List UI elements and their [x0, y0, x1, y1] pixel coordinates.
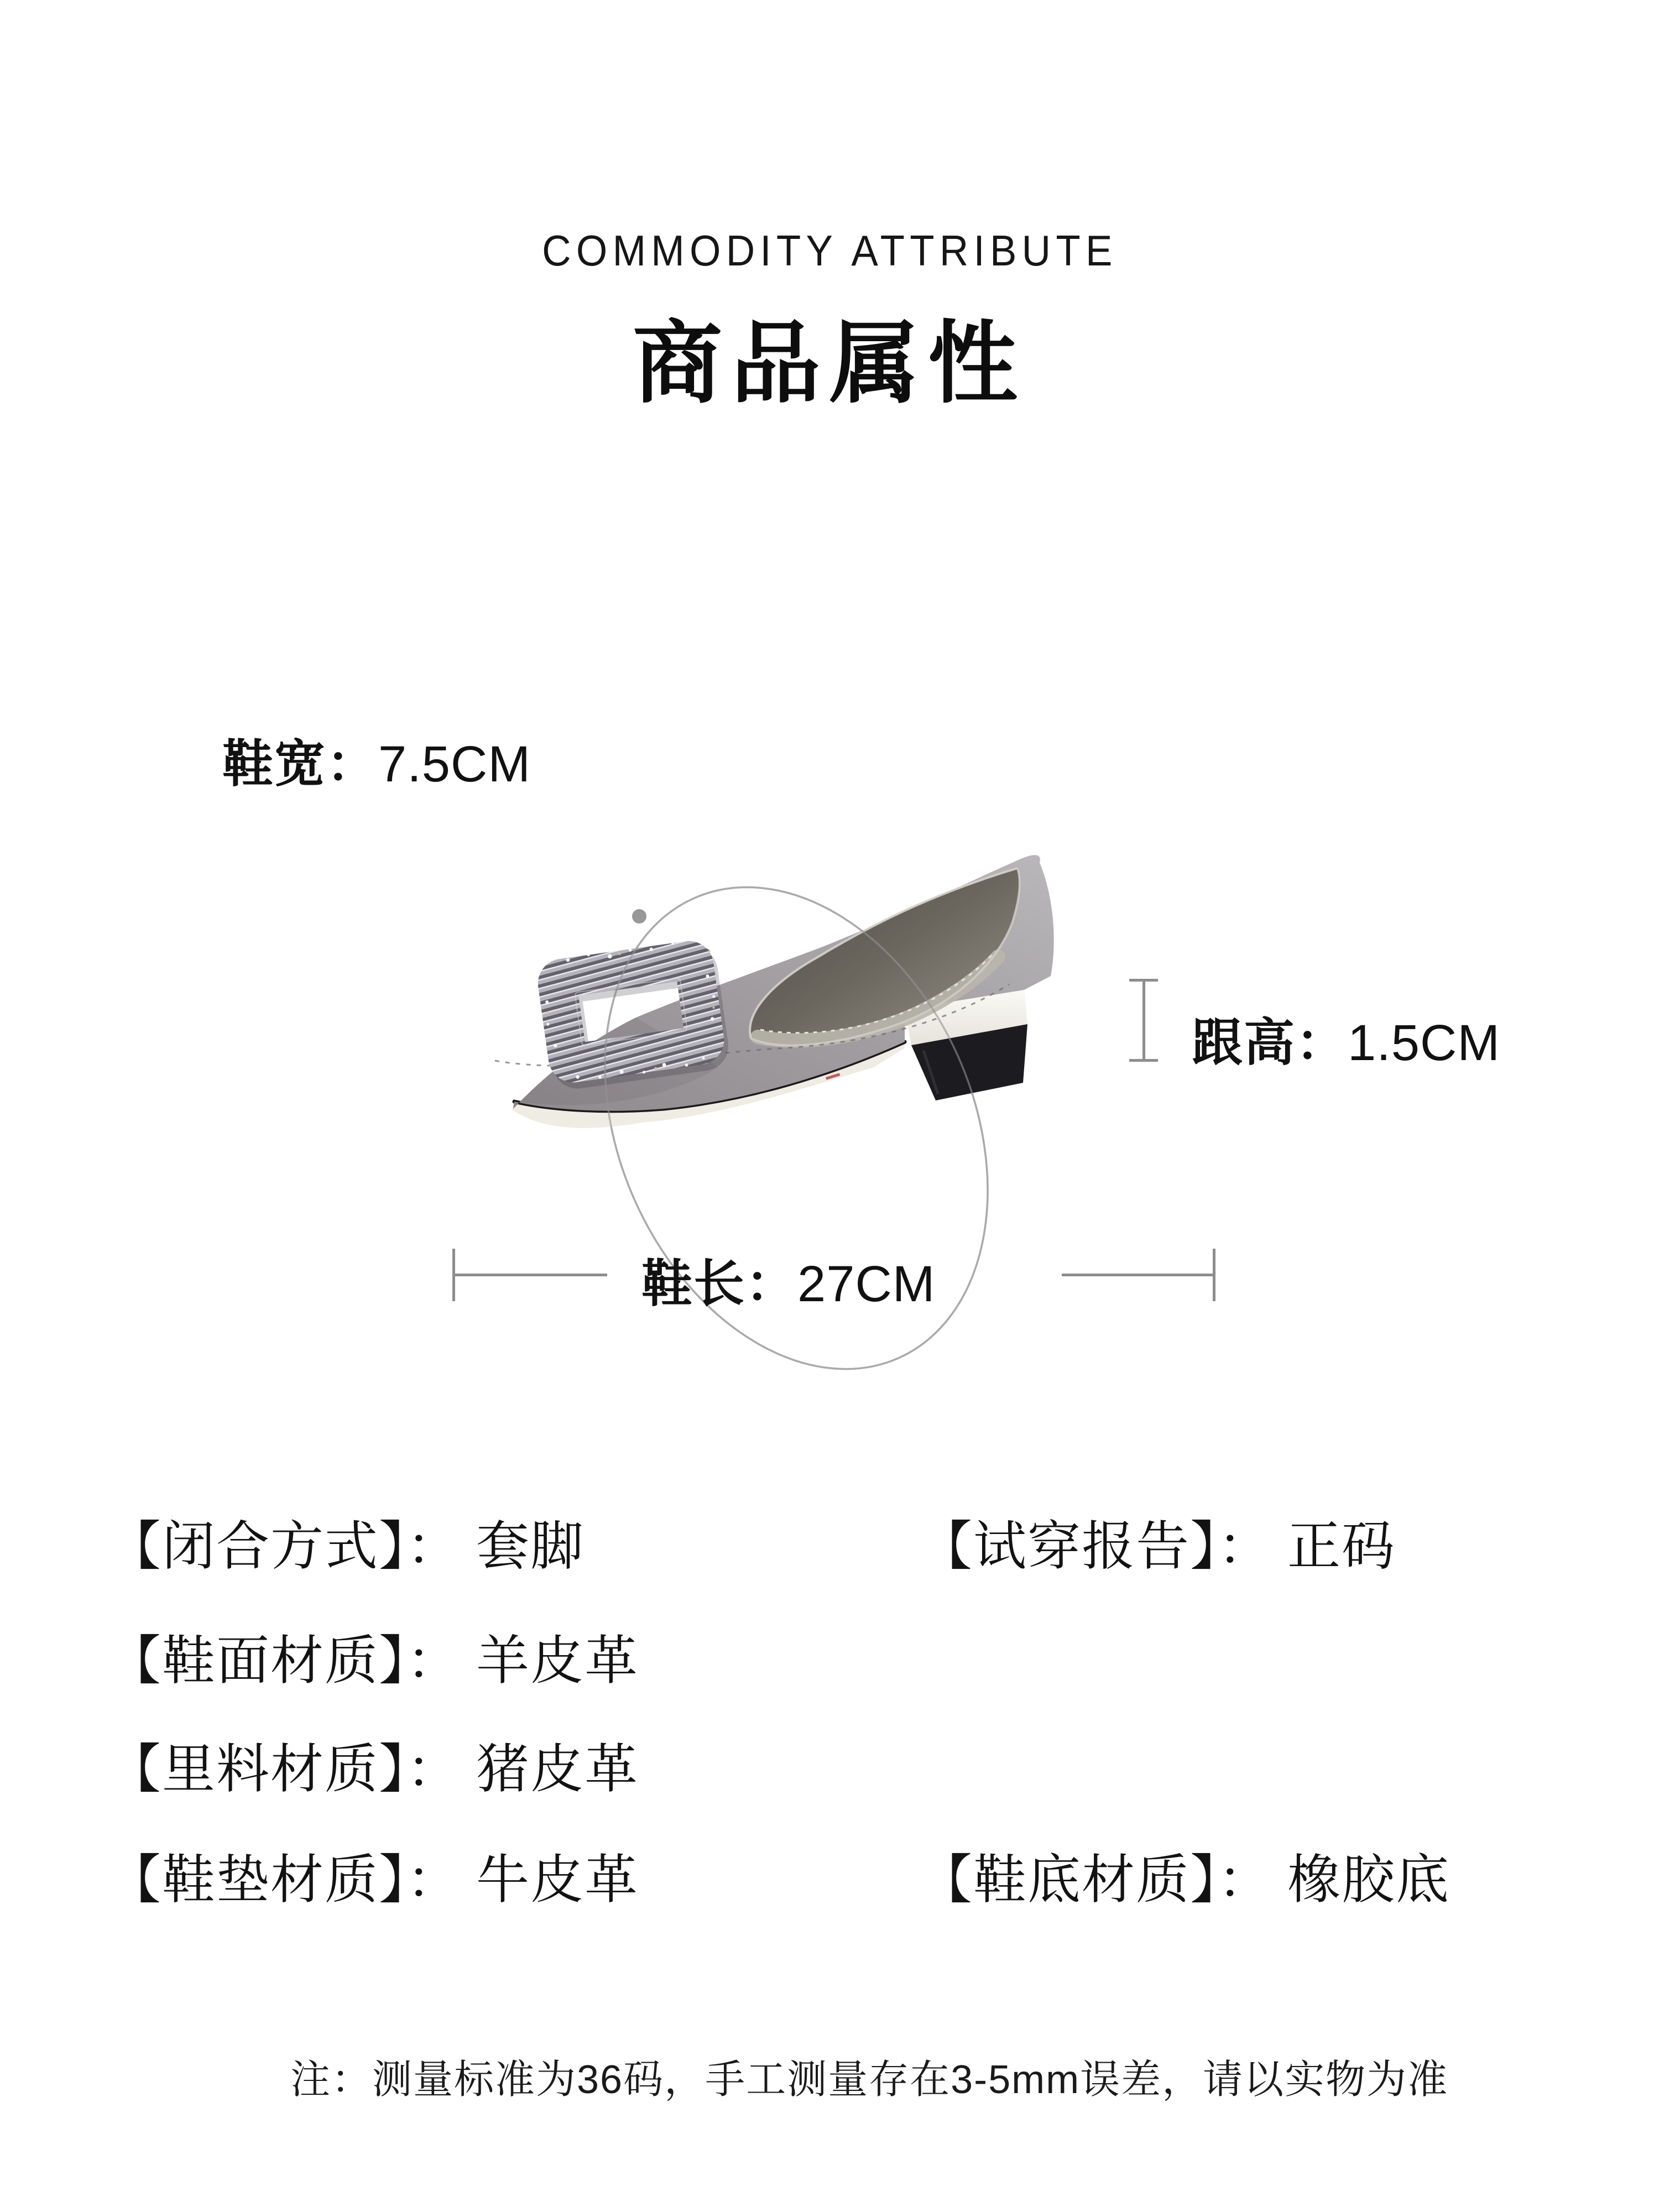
heel-height-measure-cap-bottom	[1129, 1059, 1158, 1062]
attribute-lining-material	[108, 1727, 639, 1803]
shoe-length-tick-right	[1213, 1249, 1215, 1301]
measurement-note: 注：测量标准为36码，手工测量存在3-5mm误差，请以实物为准	[290, 2058, 1449, 2102]
buckle-ridged-band	[557, 959, 706, 1063]
attribute-upper-material	[108, 1619, 639, 1694]
page-title-chinese: 商品属性	[633, 314, 1026, 414]
attribute-value: 牛皮革	[476, 1850, 639, 1910]
heel-height-measure-line	[1142, 980, 1145, 1061]
page-title-english	[0, 226, 1659, 276]
attribute-label: 【鞋底材质】	[919, 1850, 1218, 1910]
attribute-label: 【鞋面材质】	[108, 1631, 406, 1691]
shoe-length-line-left	[453, 1274, 607, 1276]
heel-height-name: 跟高	[1192, 1015, 1296, 1071]
attribute-value: 套脚	[476, 1517, 585, 1576]
product-shoe-photo	[332, 791, 1161, 1410]
attribute-value: 正码	[1287, 1517, 1396, 1576]
heel-height-value: 1.5CM	[1348, 1015, 1500, 1071]
attribute-label: 【鞋垫材质】	[108, 1850, 406, 1910]
magnifier-dot	[632, 909, 646, 924]
shoe-length-line-right	[1062, 1274, 1215, 1276]
attribute-colon: ：	[406, 1517, 461, 1576]
shoe-length-value: 27CM	[797, 1256, 936, 1312]
attribute-insole-material	[108, 1838, 639, 1913]
attribute-colon: ：	[406, 1850, 461, 1910]
shoe-width-colon: ：	[326, 736, 379, 792]
page-title-english-text: COMMODITY ATTRIBUTE	[541, 226, 1118, 275]
attribute-value: 橡胶底	[1287, 1850, 1450, 1910]
attribute-label: 【里料材质】	[108, 1740, 406, 1799]
attribute-closure-type	[108, 1504, 585, 1580]
shoe-width-name: 鞋宽	[222, 736, 327, 792]
shoe-width-value: 7.5CM	[378, 736, 531, 792]
attribute-colon: ：	[406, 1740, 461, 1799]
shoe-illustration	[332, 791, 1161, 1410]
shoe-width-label	[222, 723, 531, 796]
attribute-value: 羊皮革	[476, 1631, 639, 1691]
attribute-value: 猪皮革	[476, 1740, 639, 1799]
shoe-length-name: 鞋长	[641, 1256, 746, 1312]
insole-size-stamp: 5) TR	[668, 945, 713, 973]
attribute-outsole-material	[919, 1838, 1450, 1913]
shoe-length-label	[641, 1243, 935, 1316]
attribute-label: 【试穿报告】	[919, 1517, 1218, 1576]
shoe-length-colon: ：	[745, 1256, 798, 1312]
attribute-colon: ：	[1218, 1517, 1272, 1576]
heel-height-colon: ：	[1296, 1015, 1348, 1071]
attribute-label: 【闭合方式】	[108, 1517, 406, 1576]
attribute-fit-report	[919, 1504, 1396, 1580]
heel-height-measure-cap-top	[1129, 979, 1158, 982]
attribute-colon: ：	[406, 1631, 461, 1691]
heel-height-label	[1192, 1002, 1500, 1075]
attribute-colon: ：	[1218, 1850, 1272, 1910]
